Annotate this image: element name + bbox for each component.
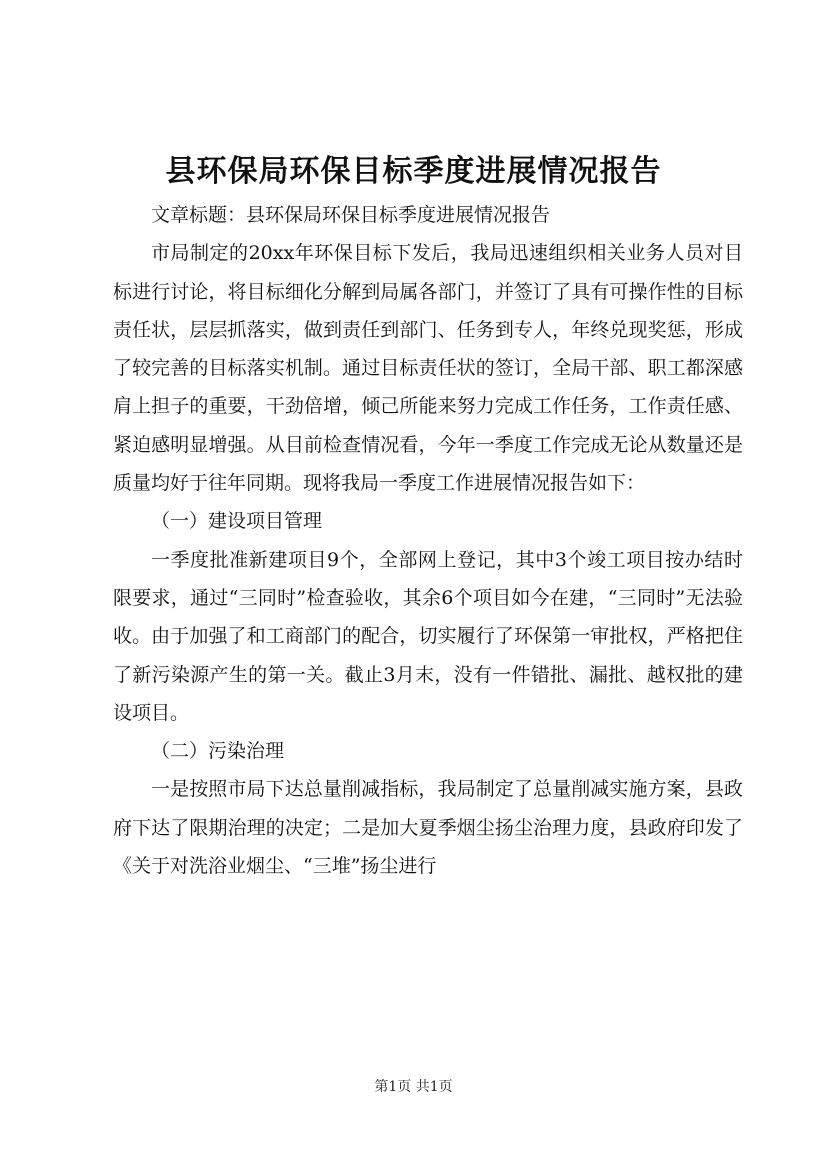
section-paragraph-construction: 一季度批准新建项目9个，全部网上登记，其中3个竣工项目按办结时限要求，通过“三同时”检查验收，其余6个项目如今在建，“三同时”无法验收。由于加强了和工商部门的配合，切实履行了环保第一审批权，严格把住了新污染源产生的第一关。截止3月末，没有一件错批、漏批、越权批的建设项目。 — [113, 548, 743, 724]
section-heading-pollution: （二）污染治理 — [151, 740, 285, 763]
document-title: 县环保局环保目标季度进展情况报告 — [165, 154, 662, 189]
section-paragraph-pollution: 一是按照市局下达总量削减指标，我局制定了总量削减实施方案，县政府下达了限期治理的决定；二是加大夏季烟尘扬尘治理力度，县政府印发了《关于对洗浴业烟尘、“三堆”扬尘进行 — [113, 778, 743, 878]
page-footer: 第1页 共1页 — [374, 1079, 453, 1095]
document-body — [113, 196, 743, 885]
intro-paragraph: 市局制定的20xx年环保目标下发后，我局迅速组织相关业务人员对目标进行讨论，将目标细化分解到局属各部门，并签订了具有可操作性的目标责任状，层层抓落实，做到责任到部门、任务到专人，年终兑现奖惩，形成了较完善的目标落实机制。通过目标责任状的签订，全局干部、职工都深感肩上担子的重要，干劲倍增，倾己所能来努力完成工作任务，工作责任感、紧迫感明显增强。从目前检查情况看，今年一季度工作完成无论从数量还是质量均好于往年同期。现将我局一季度工作进展情况报告如下： — [113, 242, 743, 495]
section-heading-construction: （一）建设项目管理 — [151, 510, 323, 533]
article-title-line: 文章标题：县环保局环保目标季度进展情况报告 — [151, 204, 551, 226]
